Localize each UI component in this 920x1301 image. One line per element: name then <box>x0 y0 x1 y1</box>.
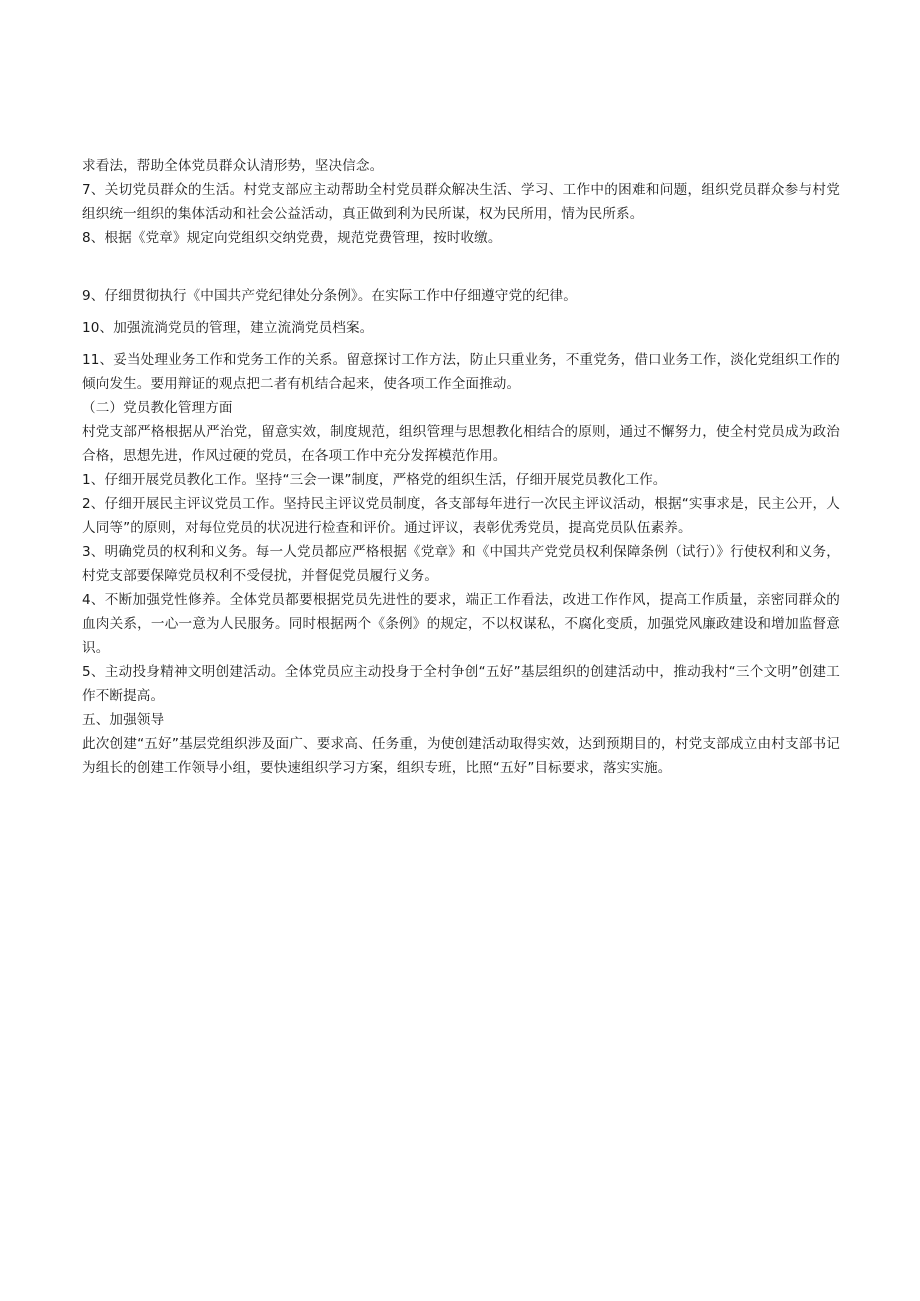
paragraph-item-8: 8、根据《党章》规定向党组织交纳党费，规范党费管理，按时收缴。 <box>82 230 502 246</box>
paragraph-education-item-1: 1、仔细开展党员教化工作。坚持“三会一课”制度，严格党的组织生活，仔细开展党员教化工作。 <box>82 472 667 488</box>
paragraph-continuation: 求看法，帮助全体党员群众认清形势，坚决信念。 <box>82 158 384 174</box>
paragraph-education-item-3: 3、明确党员的权利和义务。每一人党员都应严格根据《党章》和《中国共产党党员权利保障条例（试行）》行使权利和义务，村党支部要保障党员权利不受侵扰，并督促党员履行义务。 <box>82 544 840 584</box>
paragraph-education-item-4: 4、不断加强党性修养。全体党员都要根据党员先进性的要求，端正工作看法，改进工作作风，提高工作质量，亲密同群众的血肉关系，一心一意为人民服务。同时根据两个《条例》的规定，不以权谋私，不腐化变质，加强党风廉政建设和增加监督意识。 <box>82 592 840 656</box>
section-heading-education: （二）党员教化管理方面 <box>82 400 233 416</box>
paragraph-education-item-5: 5、主动投身精神文明创建活动。全体党员应主动投身于全村争创“五好”基层组织的创建活动中，推动我村“三个文明”创建工作不断提高。 <box>82 664 840 704</box>
section-heading-leadership: 五、加强领导 <box>82 712 165 728</box>
paragraph-education-intro: 村党支部严格根据从严治党，留意实效，制度规范，组织管理与思想教化相结合的原则，通过不懈努力，使全村党员成为政治合格，思想先进，作风过硬的党员，在各项工作中充分发挥模范作用。 <box>82 424 840 464</box>
paragraph-education-item-2: 2、仔细开展民主评议党员工作。坚持民主评议党员制度，各支部每年进行一次民主评议活动，根据“实事求是，民主公开，人人同等”的原则，对每位党员的状况进行检查和评价。通过评议，表彰优秀党员，提高党员队伍素养。 <box>82 496 840 536</box>
paragraph-item-7: 7、关切党员群众的生活。村党支部应主动帮助全村党员群众解决生活、学习、工作中的困难和问题，组织党员群众参与村党组织统一组织的集体活动和社会公益活动，真正做到利为民所谋，权为民所用，情为民所系。 <box>82 182 840 222</box>
paragraph-item-9: 9、仔细贯彻执行《中国共产党纪律处分条例》。在实际工作中仔细遵守党的纪律。 <box>82 288 577 304</box>
paragraph-item-11: 11、妥当处理业务工作和党务工作的关系。留意探讨工作方法，防止只重业务，不重党务，借口业务工作，淡化党组织工作的倾向发生。要用辩证的观点把二者有机结合起来，使各项工作全面推动。 <box>82 352 840 392</box>
paragraph-item-10: 10、加强流淌党员的管理，建立流淌党员档案。 <box>82 320 374 336</box>
document-body <box>82 154 840 780</box>
paragraph-leadership: 此次创建“五好”基层党组织涉及面广、要求高、任务重，为使创建活动取得实效，达到预期目的，村党支部成立由村支部书记为组长的创建工作领导小组，要快速组织学习方案，组织专班，比照“五好”目标要求，落实实施。 <box>82 736 840 776</box>
